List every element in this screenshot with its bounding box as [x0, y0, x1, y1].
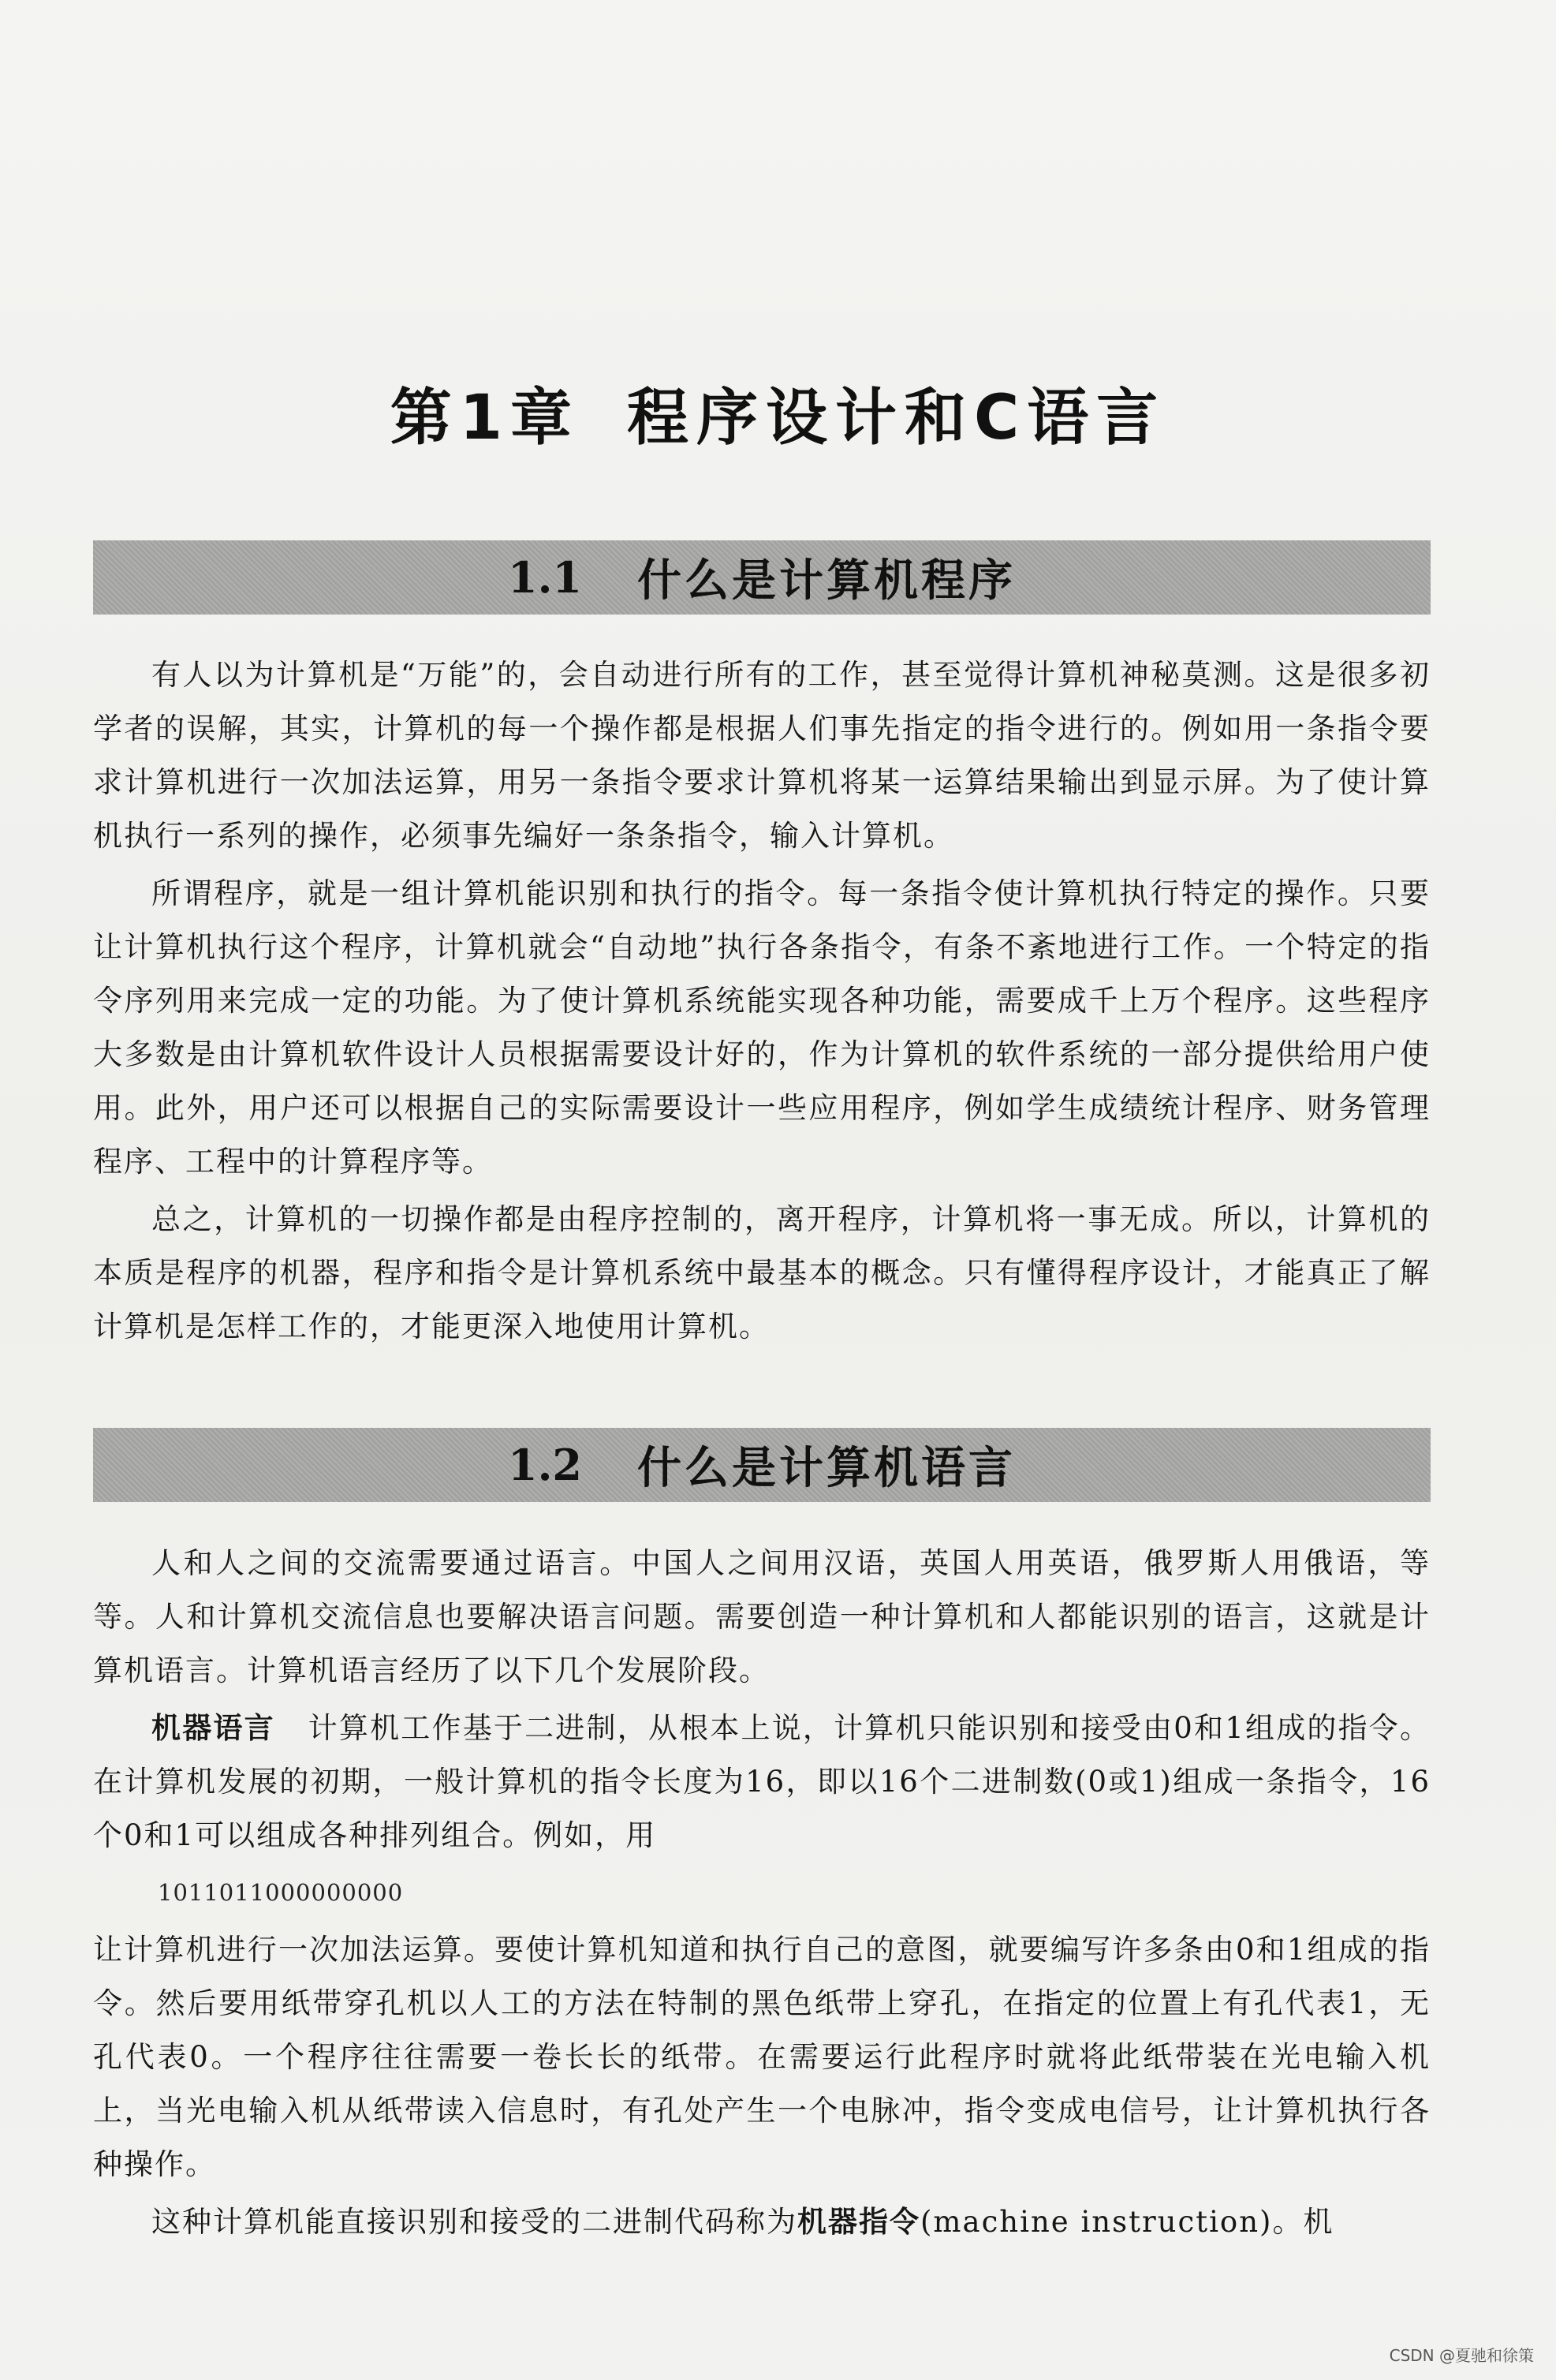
- paragraph: 人和人之间的交流需要通过语言。中国人之间用汉语，英国人用英语，俄罗斯人用俄语，等等。人和计算机交流信息也要解决语言问题。需要创造一种计算机和人都能识别的语言，这就是计算机语言。计算机语言经历了以下几个发展阶段。: [93, 1546, 1431, 1687]
- chapter-title: [0, 385, 1556, 453]
- section-title: 什么是计算机语言: [636, 1443, 1016, 1494]
- term-machine-instruction: 机器指令: [797, 2205, 920, 2239]
- paragraph-machine-instruction: [93, 2195, 1431, 2249]
- section-title: 什么是计算机程序: [636, 555, 1016, 607]
- paragraph: 有人以为计算机是“万能”的，会自动进行所有的工作，甚至觉得计算机神秘莫测。这是很多初学者的误解，其实，计算机的每一个操作都是根据人们事先指定的指令进行的。例如用一条指令要求计算机进行一次加法运算，用另一条指令要求计算机将某一运算结果输出到显示屏。为了使计算机执行一系列的操作，必须事先编好一条条指令，输入计算机。: [93, 658, 1431, 853]
- chapter-label: 第1章: [390, 383, 580, 454]
- paragraph: 总之，计算机的一切操作都是由程序控制的，离开程序，计算机将一事无成。所以，计算机的本质是程序的机器，程序和指令是计算机系统中最基本的概念。只有懂得程序设计，才能真正了解计算机是怎样工作的，才能更深入地使用计算机。: [93, 1202, 1431, 1343]
- paragraph: 所谓程序，就是一组计算机能识别和执行的指令。每一条指令使计算机执行特定的操作。只要让计算机执行这个程序，计算机就会“自动地”执行各条指令，有条不紊地进行工作。一个特定的指令序列用来完成一定的功能。为了使计算机系统能实现各种功能，需要成千上万个程序。这些程序大多数是由计算机软件设计人员根据需要设计好的，作为计算机的软件系统的一部分提供给用户使用。此外，用户还可以根据自己的实际需要设计一些应用程序，例如学生成绩统计程序、财务管理程序、工程中的计算程序等。: [93, 876, 1431, 1179]
- section-heading-1-2: [93, 1428, 1431, 1502]
- section-1-2-continued: [93, 1923, 1431, 2253]
- section-heading-1-1: [93, 540, 1431, 615]
- machine-language-text: 计算机工作基于二进制，从根本上说，计算机只能识别和接受由0和1组成的指令。在计算机发展的初期，一般计算机的指令长度为16，即以16个二进制数(0或1)组成一条指令，16个0和1可以组成各种排列组合。例如，用: [93, 1711, 1431, 1852]
- section-number: 1.2: [508, 1440, 582, 1490]
- chapter-name: 程序设计和C语言: [627, 383, 1166, 454]
- machine-instruction-tail: (machine instruction)。机: [920, 2205, 1334, 2239]
- section-1-2-body: [93, 1537, 1431, 1866]
- machine-instruction-lead: 这种计算机能直接识别和接受的二进制代码称为: [151, 2205, 797, 2239]
- section-1-1-body: [93, 648, 1431, 1358]
- watermark: CSDN @夏驰和徐策: [1389, 2346, 1534, 2365]
- binary-code-example: 1011011000000000: [158, 1879, 404, 1906]
- paragraph: 让计算机进行一次加法运算。要使计算机知道和执行自己的意图，就要编写许多条由0和1组成的指令。然后要用纸带穿孔机以人工的方法在特制的黑色纸带上穿孔，在指定的位置上有孔代表1，无孔代表0。一个程序往往需要一卷长长的纸带。在需要运行此程序时就将此纸带装在光电输入机上，当光电输入机从纸带读入信息时，有孔处产生一个电脉冲，指令变成电信号，让计算机执行各种操作。: [93, 1933, 1431, 2181]
- section-number: 1.1: [508, 552, 582, 603]
- paragraph-machine-language: [93, 1702, 1431, 1863]
- term-machine-language: 机器语言: [151, 1711, 275, 1745]
